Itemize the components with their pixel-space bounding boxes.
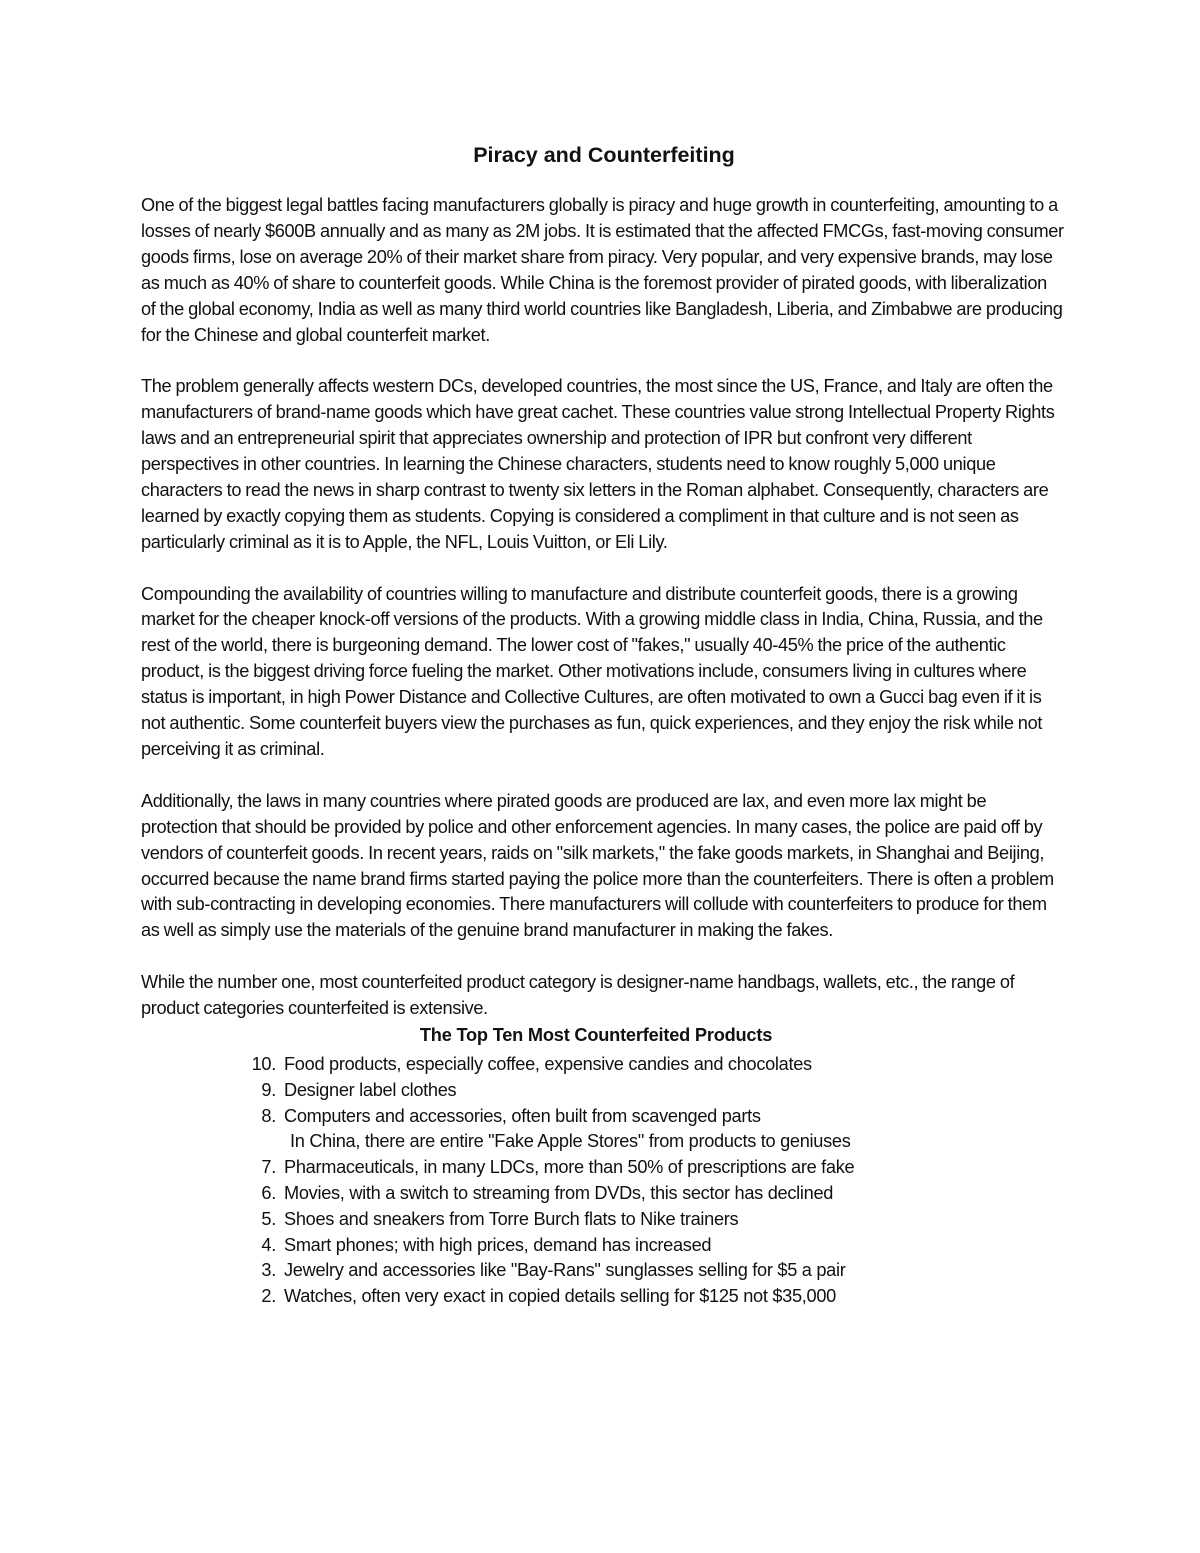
list-item-number: 5. (261, 1208, 276, 1229)
list-item (246, 1207, 1065, 1233)
list-item-text: Shoes and sneakers from Torre Burch flats to Nike trainers (284, 1208, 739, 1229)
paragraph-product-categories: While the number one, most counterfeited product category is designer-name handbags, wallets, etc., the range of product categories counterfeited is extensive. (141, 972, 1015, 1019)
list-item (246, 1258, 1065, 1284)
list-item-subtext: In China, there are entire "Fake Apple Stores" from products to geniuses (290, 1131, 851, 1152)
list-item-text: Pharmaceuticals, in many LDCs, more than 50% of prescriptions are fake (284, 1157, 855, 1178)
paragraph-market-demand: Compounding the availability of countries willing to manufacture and distribute counterfeit goods, there is a growing market for the cheaper knock-off versions of the products. With a growing middle class in India, China, Russia, and the rest of the world, there is burgeoning demand. The lower cost of "fakes," usually 40-45% the price of the authentic product, is the biggest driving force fueling the market. Other motivations include, consumers living in cultures where status is important, in high Power Distance and Collective Cultures, are often motivated to own a Gucci bag even if it is not authentic. Some counterfeit buyers view the purchases as fun, quick experiences, and they enjoy the risk while not perceiving it as criminal. (141, 583, 1043, 759)
top-ten-list-title: The Top Ten Most Counterfeited Products (419, 1024, 773, 1045)
list-item-text: Movies, with a switch to streaming from DVDs, this sector has declined (284, 1182, 834, 1203)
list-item (246, 1052, 1065, 1078)
list-item-number: 9. (261, 1079, 276, 1100)
paragraph-lax-laws: Additionally, the laws in many countries where pirated goods are produced are lax, and even more lax might be protection that should be provided by police and other enforcement agencies. In many cases, the police are paid off by vendors of counterfeit goods. In recent years, raids on "silk markets," the fake goods markets, in Shanghai and Beijing, occurred because the name brand firms started paying the police more than the counterfeiters. There is often a problem with sub-contracting in developing economies. There manufacturers will collude with counterfeiters to produce for them as well as simply use the materials of the genuine brand manufacturer in making the fakes. (141, 790, 1054, 941)
list-item-text: Food products, especially coffee, expensive candies and chocolates (284, 1053, 812, 1074)
list-item (246, 1155, 1065, 1181)
list-item (246, 1284, 1065, 1310)
list-item-text: Computers and accessories, often built from scavenged parts (284, 1105, 761, 1126)
list-item-number: 10. (251, 1053, 276, 1074)
list-item-number: 4. (261, 1234, 276, 1255)
list-item (246, 1104, 1065, 1130)
list-item-number: 2. (261, 1286, 276, 1307)
list-item-text: Jewelry and accessories like "Bay-Rans" sunglasses selling for $5 a pair (284, 1260, 846, 1281)
list-item-number: 3. (261, 1260, 276, 1281)
list-item-number: 8. (261, 1105, 276, 1126)
list-item (246, 1233, 1065, 1259)
paragraph-intro: One of the biggest legal battles facing manufacturers globally is piracy and huge growth in counterfeiting, amounting to a losses of nearly $600B annually and as many as 2M jobs. It is estimated that the affected FMCGs, fast-moving consumer goods firms, lose on average 20% of their market share from piracy. Very popular, and very expensive brands, may lose as much as 40% of share to counterfeit goods. While China is the foremost provider of pirated goods, with liberalization of the global economy, India as well as many third world countries like Bangladesh, Liberia, and Zimbabwe are producing for the Chinese and global counterfeit market. (141, 195, 1064, 345)
list-item-text: Watches, often very exact in copied details selling for $125 not $35,000 (284, 1286, 836, 1307)
list-item-number: 7. (261, 1157, 276, 1178)
list-item-text: Designer label clothes (284, 1079, 457, 1100)
paragraph-developed-countries: The problem generally affects western DCs, developed countries, the most since the US, France, and Italy are often the manufacturers of brand-name goods which have great cachet. These countries value strong Intellectual Property Rights laws and an entrepreneurial spirit that appreciates ownership and protection of IPR but confront very different perspectives in other countries. In learning the Chinese characters, students need to know roughly 5,000 unique characters to read the news in sharp contrast to twenty six letters in the Roman alphabet. Consequently, characters are learned by exactly copying them as students. Copying is considered a compliment in that culture and is not seen as particularly criminal as it is to Apple, the NFL, Louis Vuitton, or Eli Lily. (141, 376, 1055, 552)
list-item-number: 6. (261, 1182, 276, 1203)
document-page (141, 140, 1065, 1310)
list-item-subnote (246, 1129, 1065, 1155)
list-item-text: Smart phones; with high prices, demand has increased (284, 1234, 712, 1255)
list-item (246, 1078, 1065, 1104)
top-ten-list (141, 1052, 1065, 1310)
list-item (246, 1181, 1065, 1207)
document-title: Piracy and Counterfeiting (473, 143, 735, 167)
